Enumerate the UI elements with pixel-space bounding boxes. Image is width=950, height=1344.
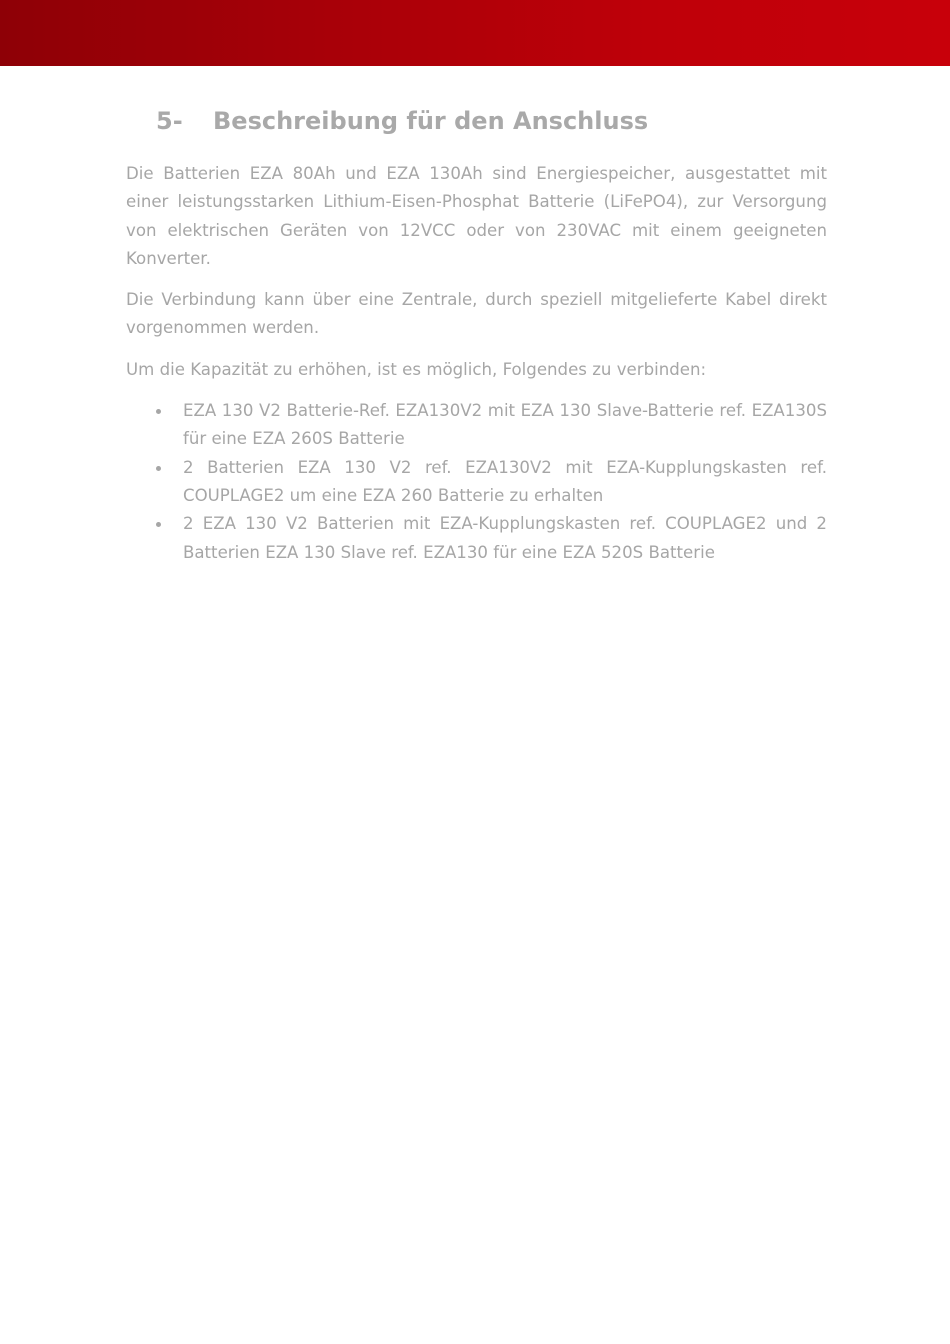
- bullet-list: [126, 397, 827, 567]
- list-item-text: EZA 130 V2 Batterie-Ref. EZA130V2 mit EZA 130 Slave-Batterie ref. EZA130S für eine EZA 260S Batterie: [183, 401, 827, 449]
- section-number: 5-: [156, 107, 183, 135]
- list-item-text: 2 EZA 130 V2 Batterien mit EZA-Kupplungskasten ref. COUPLAGE2 und 2 Batterien EZA 130 Slave ref. EZA130 für eine EZA 520S Batterie: [183, 514, 827, 562]
- document-body: [126, 104, 827, 567]
- list-item-text: 2 Batterien EZA 130 V2 ref. EZA130V2 mit EZA-Kupplungskasten ref. COUPLAGE2 um eine EZA 260 Batterie zu erhalten: [183, 457, 827, 505]
- bullet-icon: [156, 522, 161, 527]
- section-heading: [156, 104, 827, 138]
- bullet-icon: [156, 466, 161, 471]
- paragraph-capacity: Um die Kapazität zu erhöhen, ist es möglich, Folgendes zu verbinden:: [126, 359, 707, 379]
- paragraph-intro: Die Batterien EZA 80Ah und EZA 130Ah sind Energiespeicher, ausgestattet mit einer leistungsstarken Lithium-Eisen-Phosphat Batterie (LiFePO4), zur Versorgung von elektrischen Geräten von 12VCC oder von 230VAC mit einem geeigneten Konverter.: [126, 164, 827, 268]
- list-item: [126, 510, 827, 567]
- list-item: [126, 397, 827, 454]
- bullet-icon: [156, 409, 161, 414]
- list-item: [126, 454, 827, 511]
- header-band: [0, 0, 950, 66]
- paragraph-connection: Die Verbindung kann über eine Zentrale, durch speziell mitgelieferte Kabel direkt vorgenommen werden.: [126, 290, 827, 338]
- section-title: Beschreibung für den Anschluss: [213, 107, 649, 135]
